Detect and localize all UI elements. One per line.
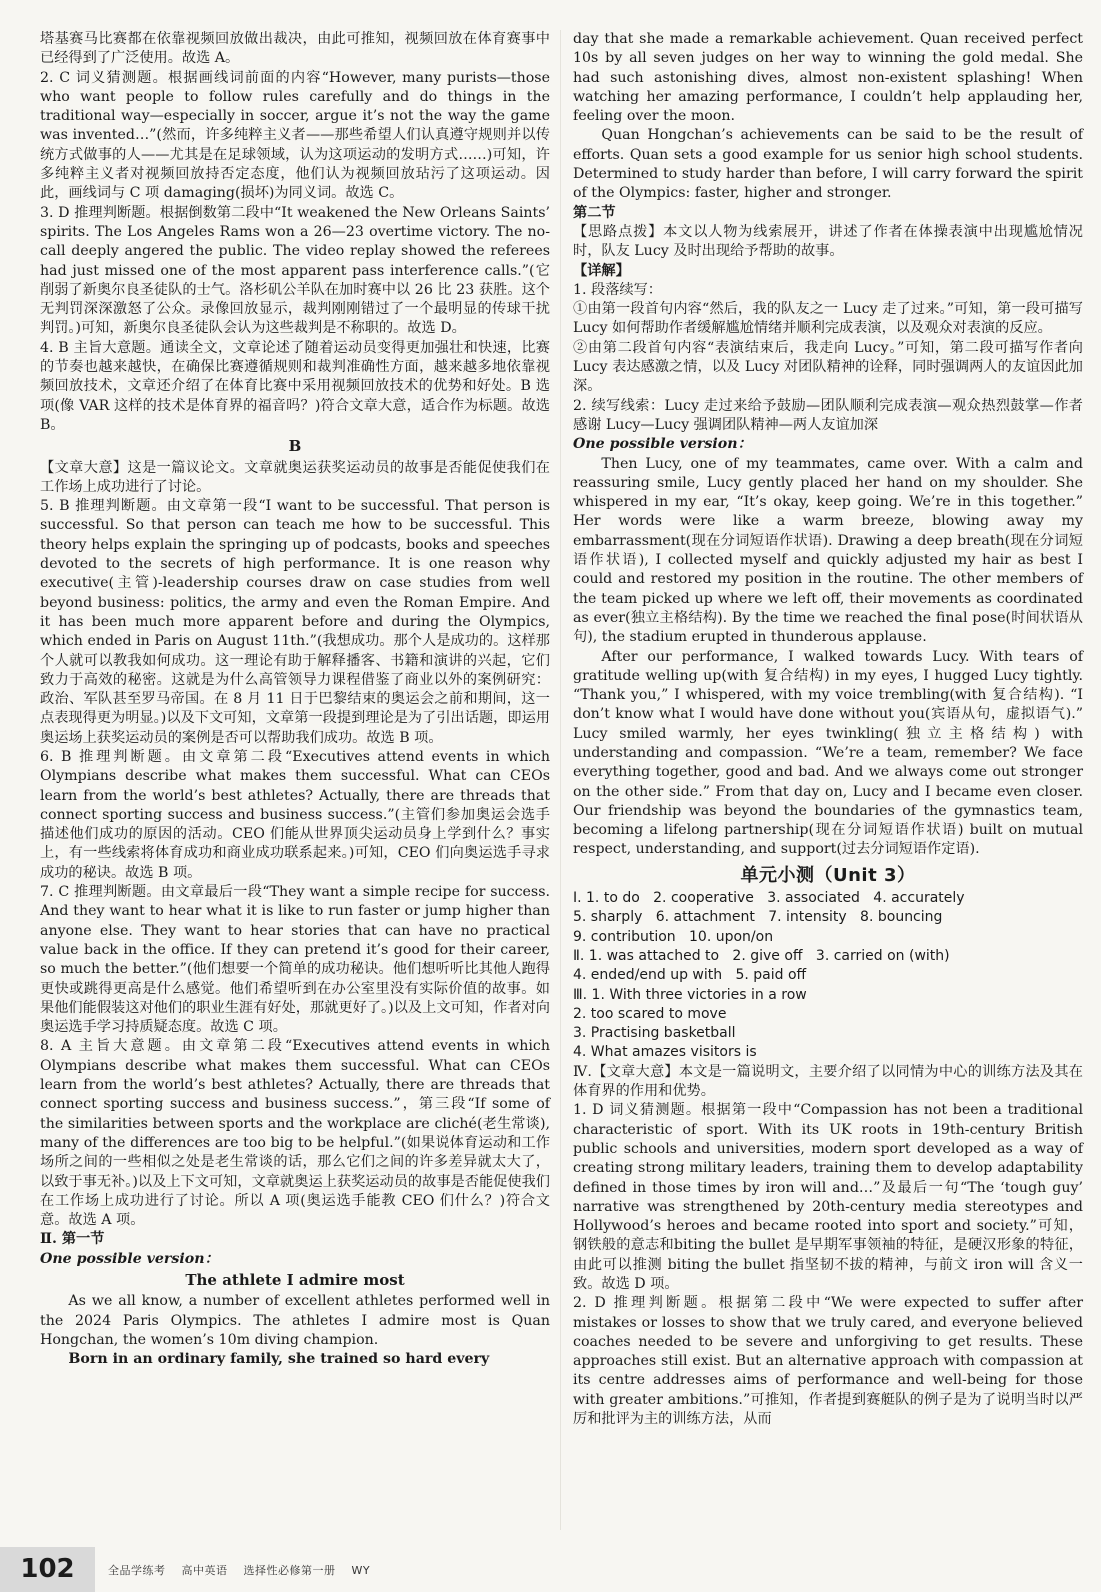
- essay-paragraph: Born in an ordinary family, she trained so hard every: [68, 1351, 490, 1368]
- footer-subject: 高中英语: [181, 1564, 228, 1577]
- footer-edition: WY: [351, 1564, 371, 1577]
- answer-line: Ⅲ. 1. With three victories in a row: [573, 986, 807, 1003]
- left-column: [40, 30, 550, 1369]
- unit-title: 单元小测（Unit 3）: [740, 864, 916, 886]
- paragraph: 6. B 推理判断题。由文章第二段“Executives attend events in which Olympians describe what makes them successful. What can CEOs learn from the world’s best athletes? Actually, there are threads that connect sporting success and business success.”(主管们参加奥运会选手描述他们成功的原因的活动。CEO 们能从世界顶尖运动员身上学到什么？事实上，有一些线索将体育成功和商业成功联系起来。)可知，CEO 们向奥运选手寻求成功的秘诀。故选 B 项。: [40, 748, 550, 881]
- essay-paragraph: Then Lucy, one of my teammates, came over. With a calm and reassuring smile, Lucy gently placed her hand on my shoulder. She whispered in my ear, “It’s okay, keep going. We’re in this together.” Her words were like a warm breeze, blowing away my embarrassment(现在分词短语作状语). Drawing a deep breath(现在分词短语作状语), I collected myself and quickly adjusted my hair as best I could and restored my position in the routine. The other members of the team picked up where we left off, their movements as coordinated as ever(独立主格结构). By the time we reached the final pose(时间状语从句), the stadium erupted in thunderous applause.: [573, 455, 1083, 646]
- paragraph: 塔基赛马比赛都在依靠视频回放做出裁决，由此可推知，视频回放在体育赛事中已经得到了广泛使用。故选 A。: [40, 31, 550, 67]
- paragraph: 7. C 推理判断题。由文章最后一段“They want a simple recipe for success. And they want to hear what it is like to run faster or jump higher than anyone else. They want to hear stories that can have no practical value back in the office. If they can pretend it’s good for their career, so much the better.”(他们想要一个简单的成功秘诀。他们想听听比其他人跑得更快或跳得更高是什么感觉。他们希望听到在办公室里没有实际价值的故事。如果他们能假装这对他们的职业生涯有好处，那就更好了。)以及上文可知，作者对向奥运选手学习持质疑态度。故选 C 项。: [40, 884, 550, 1036]
- essay-paragraph: After our performance, I walked towards Lucy. With tears of gratitude welling up(with 复合结构) in my eyes, I hugged Lucy tightly. “Thank you,” I whispered, with my voice trembling(with 复合结构). “I don’t know what I would have done without you(宾语从句，虚拟语气).” Lucy smiled warmly, her eyes twinkling(独立主格结构) with understanding and compassion. “We’re a team, remember? We face everything together, good and bad. And we always come out stronger on the other side.” From that day on, Lucy and I became even closer. Our friendship was beyond the boundaries of the gymnastics team, becoming a lifelong partnership(现在分词短语作状语) built on mutual respect, understanding, and support(过去分词短语作定语).: [573, 648, 1083, 858]
- essay-paragraph: Quan Hongchan’s achievements can be said to be the result of efforts. Quan sets a good example for us senior high school students. Determined to study harder than before, I will carry forward the spirit of the Olympics: faster, higher and stronger.: [573, 127, 1083, 202]
- footer-book: 选择性必修第一册: [243, 1564, 336, 1577]
- paragraph: 8. A 主旨大意题。由文章第二段“Executives attend events in which Olympians describe what makes them successful. What can CEOs learn from the world’s best athletes? Actually, there are threads that connect sporting success and business success.”，第三段“If some of the similarities between sports and the workplace are cliché(老生常谈), many of the differences are too big to be helpful.”(如果说体育运动和工作场所之间的一些相似之处是老生常谈的话，那么它们之间的许多差异就太大了，以致于事无补。)以及上下文可知，文章就奥运上获奖运动员的故事是否能促使我们在工作场上成功进行了讨论。所以 A 项(奥运选手能教 CEO 们什么？)符合文意。故选 A 项。: [40, 1038, 550, 1229]
- footer-brand: 全品学练考: [108, 1564, 166, 1577]
- section-heading: B: [288, 437, 302, 456]
- section-heading: 第二节: [573, 204, 616, 221]
- answer-line: Ⅰ. 1. to do 2. cooperative 3. associated 4. accurately: [573, 890, 965, 907]
- essay-paragraph: As we all know, a number of excellent athletes performed well in the 2024 Paris Olympics. The athletes I admire most is Quan Hongchan, the women’s 10m diving champion.: [40, 1293, 550, 1348]
- page-number: 102: [0, 1547, 95, 1592]
- paragraph: 1. D 词义猜测题。根据第一段中“Compassion has not been a traditional characteristic of sport. With its UK roots in 19th-century British public schools and universities, modern sport developed as a way of creating strong military leaders, training them to develop adaptability defined in those times by iron will and…”及最后一句“The ‘tough guy’ narrative was strengthened by 20th-century media stereotypes and Hollywood’s heroes and became rooted into sport and society.”可知，钢铁般的意志和biting the bullet 是早期军事领袖的特征，是硬汉形象的特征，由此可以推测 biting the bullet 指坚韧不拔的精神，与前文 iron will 含义一致。故选 D 项。: [573, 1102, 1083, 1292]
- footer: [108, 1561, 382, 1580]
- paragraph: 2. C 词义猜测题。根据画线词前面的内容“However, many purists—those who want people to follow rules carefully and do things in the traditional way—especially in soccer, argue it’s not the way the game was invented…”(然而，许多纯粹主义者——那些希望人们认真遵守规则并以传统方式做事的人——尤其是在足球领域，认为这项运动的发明方式……)可知，许多纯粹主义者对视频回放持否定态度，他们认为视频回放玷污了这项运动。因此，画线词与 C 项 damaging(损坏)为同义词。故选 C。: [40, 69, 550, 202]
- answer-line: 4. What amazes visitors is: [573, 1044, 757, 1061]
- right-column: [573, 30, 1083, 1429]
- paragraph: 5. B 推理判断题。由文章第一段“I want to be successful. That person is successful. So that person can teach me how to be successful. This theory helps explain the springing up of podcasts, books and speeches devoted to the secrets of high performance. It is one reason why executive(主管)-leadership courses draw on case studies from well beyond business: politics, the army and even the Roman Empire. And it has been much more apparent before and during the Olympics, which ended in Paris on August 11th.”(我想成功。那个人是成功的。这样那个人就可以教我如何成功。这一理论有助于解释播客、书籍和演讲的兴起，它们致力于高效的秘密。这就是为什么高管领导力课程借鉴了商业以外的案例研究：政治、军队甚至罗马帝国。在 8 月 11 日于巴黎结束的奥运会之前和期间，这一点表现得更为明显。)以及下文可知，文章第一段提到理论是为了引出话题，即运用奥运场上获奖运动员的案例是否可以帮助我们成功。故选 B 项。: [40, 498, 550, 746]
- answer-line: Ⅱ. 1. was attached to 2. give off 3. carried on (with): [573, 947, 950, 964]
- paragraph: 2. 续写线索：Lucy 走过来给予鼓励—团队顺利完成表演—观众热烈鼓掌—作者感谢 Lucy—Lucy 强调团队精神—两人友谊加深: [573, 397, 1083, 433]
- answer-line: 9. contribution 10. upon/on: [573, 928, 774, 945]
- essay-paragraph: day that she made a remarkable achievement. Quan received perfect 10s by all seven judges on her way to winning the gold medal. She had such astonishing dives, almost non-existent splashing! When watching her amazing performance, I couldn’t help applauding her, feeling over the moon.: [573, 31, 1083, 125]
- paragraph: 【文章大意】这是一篇议论文。文章就奥运获奖运动员的故事是否能促使我们在工作场上成功进行了讨论。: [40, 459, 550, 495]
- answer-line: 2. too scared to move: [573, 1005, 727, 1022]
- paragraph: ②由第二段首句内容“表演结束后，我走向 Lucy。”可知，第二段可描写作者向 Lucy 表达感激之情，以及 Lucy 对团队精神的诠释，同时强调两人的友谊因此加深。: [573, 339, 1083, 395]
- version-label: One possible version：: [573, 436, 752, 453]
- section-heading: 【详解】: [573, 262, 630, 279]
- paragraph: 1. 段落续写：: [573, 281, 662, 298]
- paragraph: ①由第一段首句内容“然后，我的队友之一 Lucy 走了过来。”可知，第一段可描写 Lucy 如何帮助作者缓解尴尬情绪并顺利完成表演，以及观众对表演的反应。: [573, 301, 1083, 337]
- version-label: One possible version：: [40, 1250, 219, 1267]
- paragraph: 【思路点拨】本文以人物为线索展开，讲述了作者在体操表演中出现尴尬情况时，队友 Lucy 及时出现给予帮助的故事。: [573, 223, 1083, 260]
- answer-line: 5. sharply 6. attachment 7. intensity 8. bouncing: [573, 909, 943, 926]
- paragraph: 2. D 推理判断题。根据第二段中“We were expected to suffer after mistakes or losses to show that we truly cared, and everyone believed coaches needed to be severe and unforgiving to get results. These approaches still exist. But an alternative approach with compassion at its centre addresses aims of performance and well-being for those with greater ambitions.”可推知，作者提到赛艇队的例子是为了说明当时以严厉和批评为主的训练方法，从而: [573, 1295, 1083, 1428]
- section-heading: Ⅱ. 第一节: [40, 1231, 105, 1248]
- paragraph: 3. D 推理判断题。根据倒数第二段中“It weakened the New Orleans Saints’ spirits. The Los Angeles Rams won a 26—23 overtime victory. The no-call deeply angered the public. The video replay showed the referees had just missed one of the most apparent pass interference calls.”(它削弱了新奥尔良圣徒队的士气。洛杉矶公羊队在加时赛中以 26 比 23 获胜。这个无判罚深深激怒了公众。录像回放显示，裁判刚刚错过了一个最明显的传球干扰判罚。)可知，新奥尔良圣徒队会认为这些裁判是不称职的。故选 D。: [40, 204, 550, 337]
- column-divider: [560, 30, 561, 1530]
- paragraph: Ⅳ.【文章大意】本文是一篇说明文，主要介绍了以同情为中心的训练方法及其在体育界的作用和优势。: [573, 1063, 1083, 1100]
- answer-line: 4. ended/end up with 5. paid off: [573, 967, 807, 984]
- answer-line: 3. Practising basketball: [573, 1025, 736, 1042]
- paragraph: 4. B 主旨大意题。通读全文，文章论述了随着运动员变得更加强壮和快速，比赛的节奏也越来越快，在确保比赛遵循规则和裁判准确性方面，越来越多地依靠视频回放技术，文章还介绍了在体育比赛中采用视频回放技术的优势和好处。B 选项(像 VAR 这样的技术是体育界的福音吗？)符合文章大意，适合作为标题。故选 B。: [40, 339, 550, 433]
- essay-title: The athlete I admire most: [185, 1271, 405, 1289]
